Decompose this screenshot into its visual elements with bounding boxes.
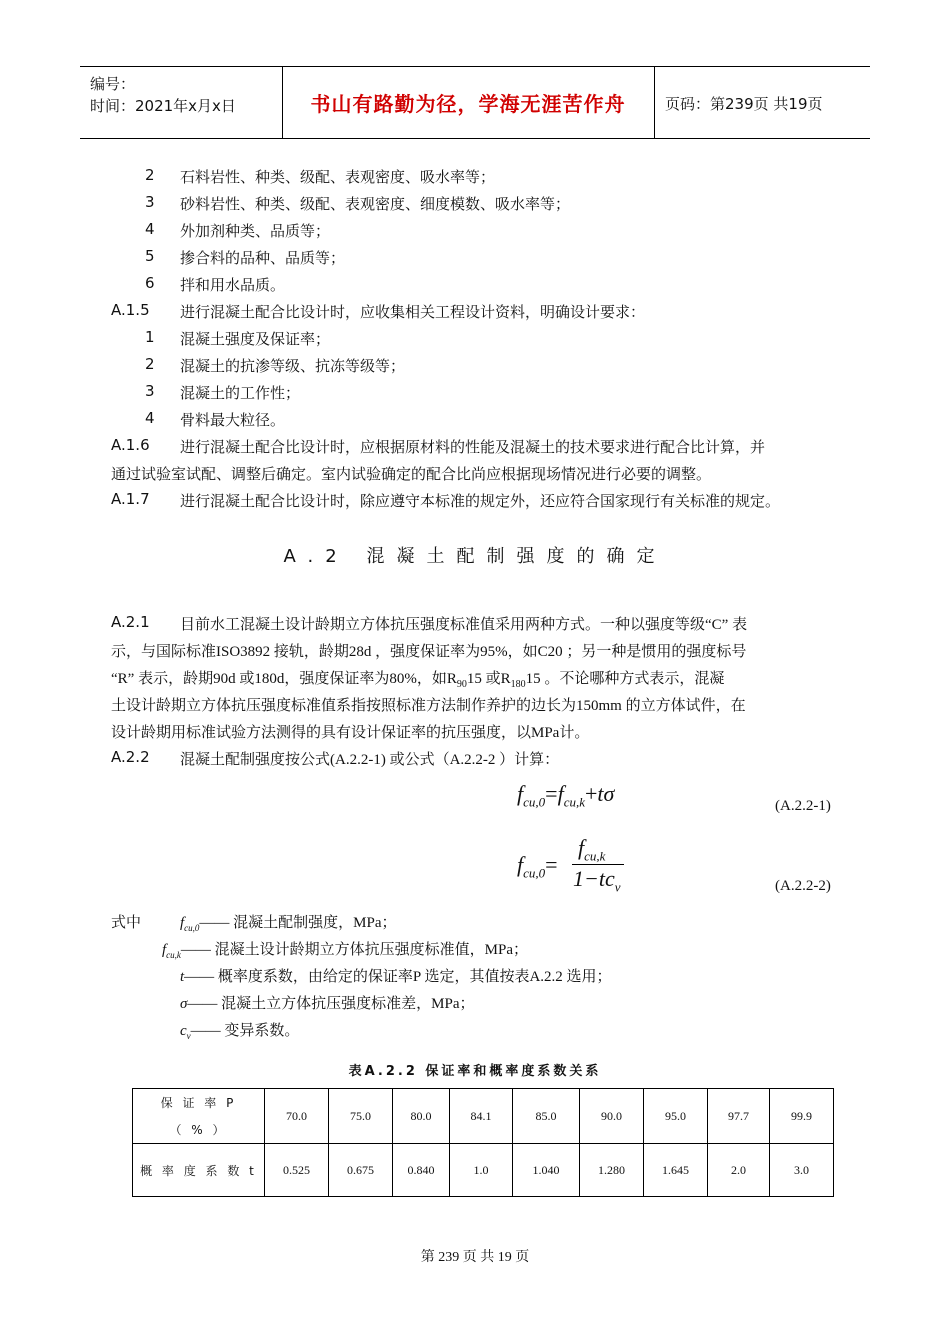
section-number: A.1.6 [111,436,150,454]
list-item: 外加剂种类、品质等； [180,222,331,240]
list-item: 混凝土的工作性； [180,384,301,402]
table-cell: 0.525 [265,1144,329,1197]
list-item: 掺合料的品种、品质等； [180,249,346,267]
list-item: 砂料岩性、种类、级配、表观密度、细度模数、吸水率等； [180,195,571,213]
probability-table [132,1088,834,1197]
paragraph: 混凝土配制强度按公式(A.2.2-1) 或公式（A.2.2-2 ）计算： [180,752,560,768]
table-cell: 1.040 [513,1144,580,1197]
table-cell: 0.840 [393,1144,450,1197]
section-number: A.1.7 [111,490,150,508]
formula-equals: = [545,781,558,806]
table-caption: 表A.2.2 保证率和概率度系数关系 [348,1064,602,1079]
text-span: 15 或R [466,671,511,687]
list-item-number: 2 [145,166,155,184]
formula-2-lhs [517,852,558,881]
list-item: 拌和用水品质。 [180,276,286,294]
time-label: 时间：2021年x月x日 [90,97,236,115]
equation-number: (A.2.2-2) [775,878,831,894]
formula-sub: v [614,879,621,895]
list-item-number: 1 [145,328,155,346]
formula-term: tσ [597,781,615,806]
formula-2-numerator [578,835,605,864]
list-item-number: 3 [145,382,155,400]
def-sub: cu,0 [184,923,200,933]
list-item: 混凝土强度及保证率； [180,330,331,348]
formula-sub: cu,k [584,848,606,864]
subscript: 180 [510,679,526,690]
list-item-number: 4 [145,409,155,427]
table-cell: 95.0 [644,1089,708,1144]
section-heading: A.2 混凝土配制强度的确定 [283,546,667,567]
table-cell: 1.280 [580,1144,644,1197]
def-sub: v [186,1031,191,1041]
row-label-line: 保 证 率 P [160,1096,237,1110]
table-cell: 84.1 [450,1089,513,1144]
table-cell: 1.645 [644,1144,708,1197]
formula-symbol: f [557,781,564,806]
def-sub: cu,k [166,950,181,960]
list-item-number: 4 [145,220,155,238]
def-symbol: f [180,915,185,931]
def-text: —— 概率度系数，由给定的保证率P 选定，其值按表A.2.2 选用； [184,969,612,985]
text-span: “R” 表示，龄期90d 或180d，强度保证率为80%，如R [111,671,457,687]
def-symbol: t [180,969,185,985]
subscript: 90 [456,679,467,690]
formula-sub: cu,0 [523,794,546,810]
equation-number: (A.2.2-1) [775,798,831,814]
section-number: A.2.2 [111,748,150,766]
def-text: —— 混凝土配制强度，MPa； [199,915,397,931]
table-cell: 97.7 [708,1089,770,1144]
def-symbol: f [162,942,167,958]
list-item-number: 5 [145,247,155,265]
table-cell: 3.0 [770,1144,834,1197]
document-header [80,66,870,139]
def-text: —— 混凝土立方体抗压强度标准差，MPa； [187,996,475,1012]
table-cell: 0.675 [329,1144,393,1197]
section-number: A.2.1 [111,613,150,631]
table-cell: 2.0 [708,1144,770,1197]
table-cell: 75.0 [329,1089,393,1144]
formula-term: 1−tc [573,866,615,891]
definition-item [180,1019,299,1041]
definition-item [180,965,612,986]
formula-1 [517,781,614,810]
definition-item [180,911,397,933]
paragraph: 目前水工混凝土设计龄期立方体抗压强度标准值采用两种方式。一种以强度等级“C” 表 [180,617,748,633]
list-item: 骨料最大粒径。 [180,411,286,429]
header-divider [654,67,655,138]
formula-sub: cu,0 [523,865,546,881]
section-number: A.1.5 [111,301,150,319]
paragraph: 通过试验室试配、调整后确定。室内试验确定的配合比尚应根据现场情况进行必要的调整。 [111,465,712,483]
header-motto: 书山有路勤为径，学海无涯苦作舟 [310,92,626,116]
formula-symbol: f [517,781,524,806]
page-footer: 第 239 页 共 19 页 [420,1250,530,1265]
formula-plus: + [585,781,598,806]
formula-2-denominator [573,866,621,895]
table-cell: 99.9 [770,1089,834,1144]
def-symbol: c [180,1023,187,1039]
formula-symbol: f [578,835,585,860]
table-cell: 1.0 [450,1144,513,1197]
list-item: 石料岩性、种类、级配、表观密度、吸水率等； [180,168,496,186]
paragraph: 设计龄期用标准试验方法测得的具有设计保证率的抗压强度，以MPa计。 [111,725,590,741]
def-symbol: σ [180,996,188,1012]
table-row [133,1144,834,1197]
paragraph: 土设计龄期立方体抗压强度标准值系指按照标准方法制作养护的边长为150mm 的立方体试件，在 [111,698,746,714]
paragraph: 示，与国际标准ISO3892 接轨，龄期28d ，强度保证率为95%，如C20 ；另一种是惯用的强度标号 [111,644,747,660]
table-cell: 85.0 [513,1089,580,1144]
formula-symbol: f [517,852,524,877]
def-text: —— 变异系数。 [190,1023,300,1039]
table-row [133,1089,834,1144]
paragraph: 进行混凝土配合比设计时，除应遵守本标准的规定外，还应符合国家现行有关标准的规定。 [180,492,781,510]
table-cell: 90.0 [580,1089,644,1144]
def-text: —— 混凝土设计龄期立方体抗压强度标准值，MPa； [180,942,529,958]
paragraph: 进行混凝土配合比设计时，应根据原材料的性能及混凝土的技术要求进行配合比计算，并 [180,438,766,456]
paragraph: 进行混凝土配合比设计时，应收集相关工程设计资料，明确设计要求： [180,303,646,321]
row-label [133,1089,265,1144]
list-item-number: 6 [145,274,155,292]
list-item-number: 3 [145,193,155,211]
definition-item [162,938,528,960]
list-item: 混凝土的抗渗等级、抗冻等级等； [180,357,406,375]
text-span: 15 。不论哪种方式表示，混凝 [525,671,725,687]
definitions-prefix: 式中 [111,913,142,931]
fraction-bar [572,864,624,865]
definition-item [180,992,475,1013]
formula-sub: cu,k [563,794,585,810]
list-item-number: 2 [145,355,155,373]
table-cell: 80.0 [393,1089,450,1144]
paragraph [111,667,724,690]
number-label: 编号： [90,75,136,93]
page-label: 页码：第239页 共19页 [665,95,823,113]
row-label: 概 率 度 系 数 t [133,1144,265,1197]
formula-equals: = [545,852,558,877]
table-cell: 70.0 [265,1089,329,1144]
header-meta [90,73,236,117]
row-label-line: （ % ） [169,1123,228,1137]
